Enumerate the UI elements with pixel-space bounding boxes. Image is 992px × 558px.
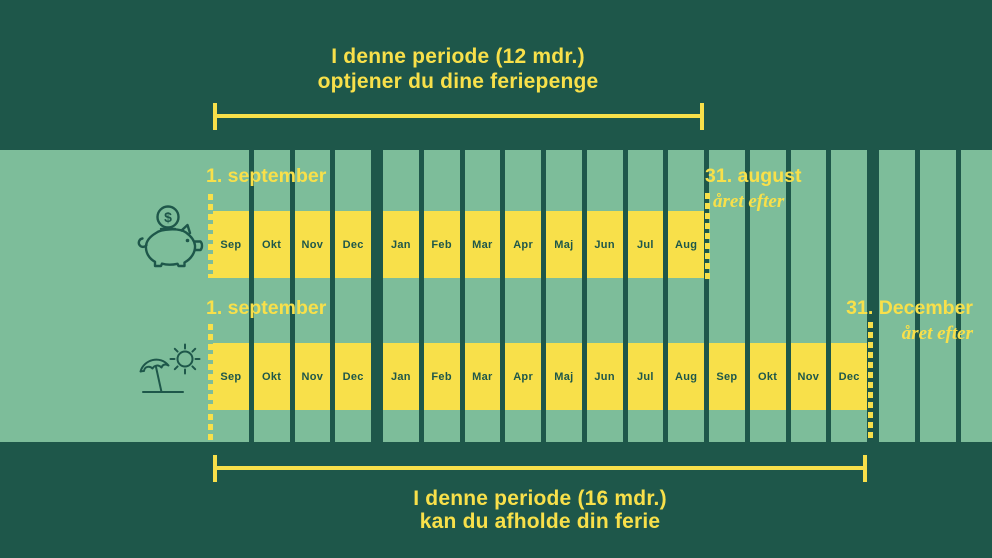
month-cell-row1-dec-3: [335, 211, 371, 278]
row1-end-date-label: [705, 164, 801, 214]
month-cell-row2-maj-8: [546, 343, 582, 410]
holiday-period-caption: [290, 487, 790, 533]
earning-period-caption: [204, 44, 712, 94]
month-label: Dec: [838, 370, 860, 383]
month-label: Sep: [716, 370, 738, 383]
month-cell-row2-dec-3: [335, 343, 371, 410]
svg-text:$: $: [164, 209, 172, 225]
month-cell-row2-sep-0: [213, 343, 249, 410]
month-label: Jul: [636, 238, 654, 251]
row1-end-date: 31. august: [705, 165, 802, 187]
month-cell-row1-sep-0: [213, 211, 249, 278]
month-cell-row1-feb-5: [424, 211, 460, 278]
month-label: Maj: [554, 370, 574, 383]
row1-end-date-sublabel: året efter: [713, 191, 785, 212]
holiday-period-caption-line1: I denne periode (16 mdr.): [413, 487, 667, 510]
month-label: Feb: [431, 238, 452, 251]
holiday-period-bracket: [213, 455, 867, 482]
month-cell-row2-mar-6: [465, 343, 501, 410]
month-cell-row1-nov-2: [295, 211, 331, 278]
month-label: Maj: [554, 238, 574, 251]
month-label: Apr: [513, 238, 534, 251]
month-label: Jun: [594, 238, 615, 251]
month-label: Dec: [342, 370, 364, 383]
month-cell-row2-nov-14: [791, 343, 827, 410]
period-start-dotted-line-row1: [208, 194, 213, 278]
row2-start-date-label: 1. september: [206, 297, 327, 319]
month-label: Sep: [220, 238, 242, 251]
piggy-bank-icon: [134, 204, 208, 270]
month-cell-row2-jun-9: [587, 343, 623, 410]
period-start-dotted-line-row2: [208, 324, 213, 442]
month-cell-row1-okt-1: [254, 211, 290, 278]
month-cell-row2-nov-2: [295, 343, 331, 410]
month-label: Mar: [472, 370, 493, 383]
year-boundary-divider: [371, 150, 383, 442]
month-cell-row2-jul-10: [628, 343, 664, 410]
month-cell-row2-sep-12: [709, 343, 745, 410]
month-cell-row1-jan-4: [383, 211, 419, 278]
month-label: Feb: [431, 370, 452, 383]
row2-end-date: 31. December: [846, 297, 973, 319]
bracket-bar: [213, 114, 704, 118]
month-label: Jan: [390, 238, 411, 251]
calendar-band: [0, 150, 992, 442]
bracket-bar: [213, 466, 867, 470]
month-label: Jun: [594, 370, 615, 383]
month-cell-row1-jul-10: [628, 211, 664, 278]
month-label: Nov: [301, 370, 324, 383]
beach-umbrella-icon: [136, 342, 206, 398]
month-cell-row1-mar-6: [465, 211, 501, 278]
bracket-right-tick: [863, 455, 867, 482]
month-label: Mar: [472, 238, 493, 251]
month-label: Okt: [262, 370, 282, 383]
month-label: Okt: [262, 238, 282, 251]
month-label: Okt: [758, 370, 778, 383]
bracket-right-tick: [700, 103, 704, 130]
month-label: Aug: [674, 238, 698, 251]
month-cell-row2-feb-5: [424, 343, 460, 410]
month-label: Dec: [342, 238, 364, 251]
month-label: Nov: [797, 370, 820, 383]
row1-start-date-label: 1. september: [206, 165, 327, 187]
month-cell-row2-apr-7: [505, 343, 541, 410]
month-cell-row2-jan-4: [383, 343, 419, 410]
month-label: Sep: [220, 370, 242, 383]
month-label: Jan: [390, 370, 411, 383]
holiday-period-caption-line2: kan du afholde din ferie: [419, 510, 661, 533]
month-label: Nov: [301, 238, 324, 251]
earning-period-caption-line2: optjener du dine feriepenge: [317, 70, 599, 93]
month-cell-row2-okt-1: [254, 343, 290, 410]
month-cell-row2-okt-13: [750, 343, 786, 410]
month-cell-row1-jun-9: [587, 211, 623, 278]
month-cell-row1-apr-7: [505, 211, 541, 278]
month-cell-row1-aug-11: [668, 211, 704, 278]
month-cell-row2-aug-11: [668, 343, 704, 410]
row2-end-date-label: [846, 296, 973, 346]
row2-end-date-sublabel: året efter: [901, 323, 973, 344]
month-label: Jul: [636, 370, 654, 383]
earning-period-caption-line1: I denne periode (12 mdr.): [331, 45, 585, 68]
month-cell-row2-dec-15: [831, 343, 867, 410]
month-cell-row1-maj-8: [546, 211, 582, 278]
month-label: Apr: [513, 370, 534, 383]
month-label: Aug: [674, 370, 698, 383]
earning-period-bracket: [213, 103, 704, 130]
